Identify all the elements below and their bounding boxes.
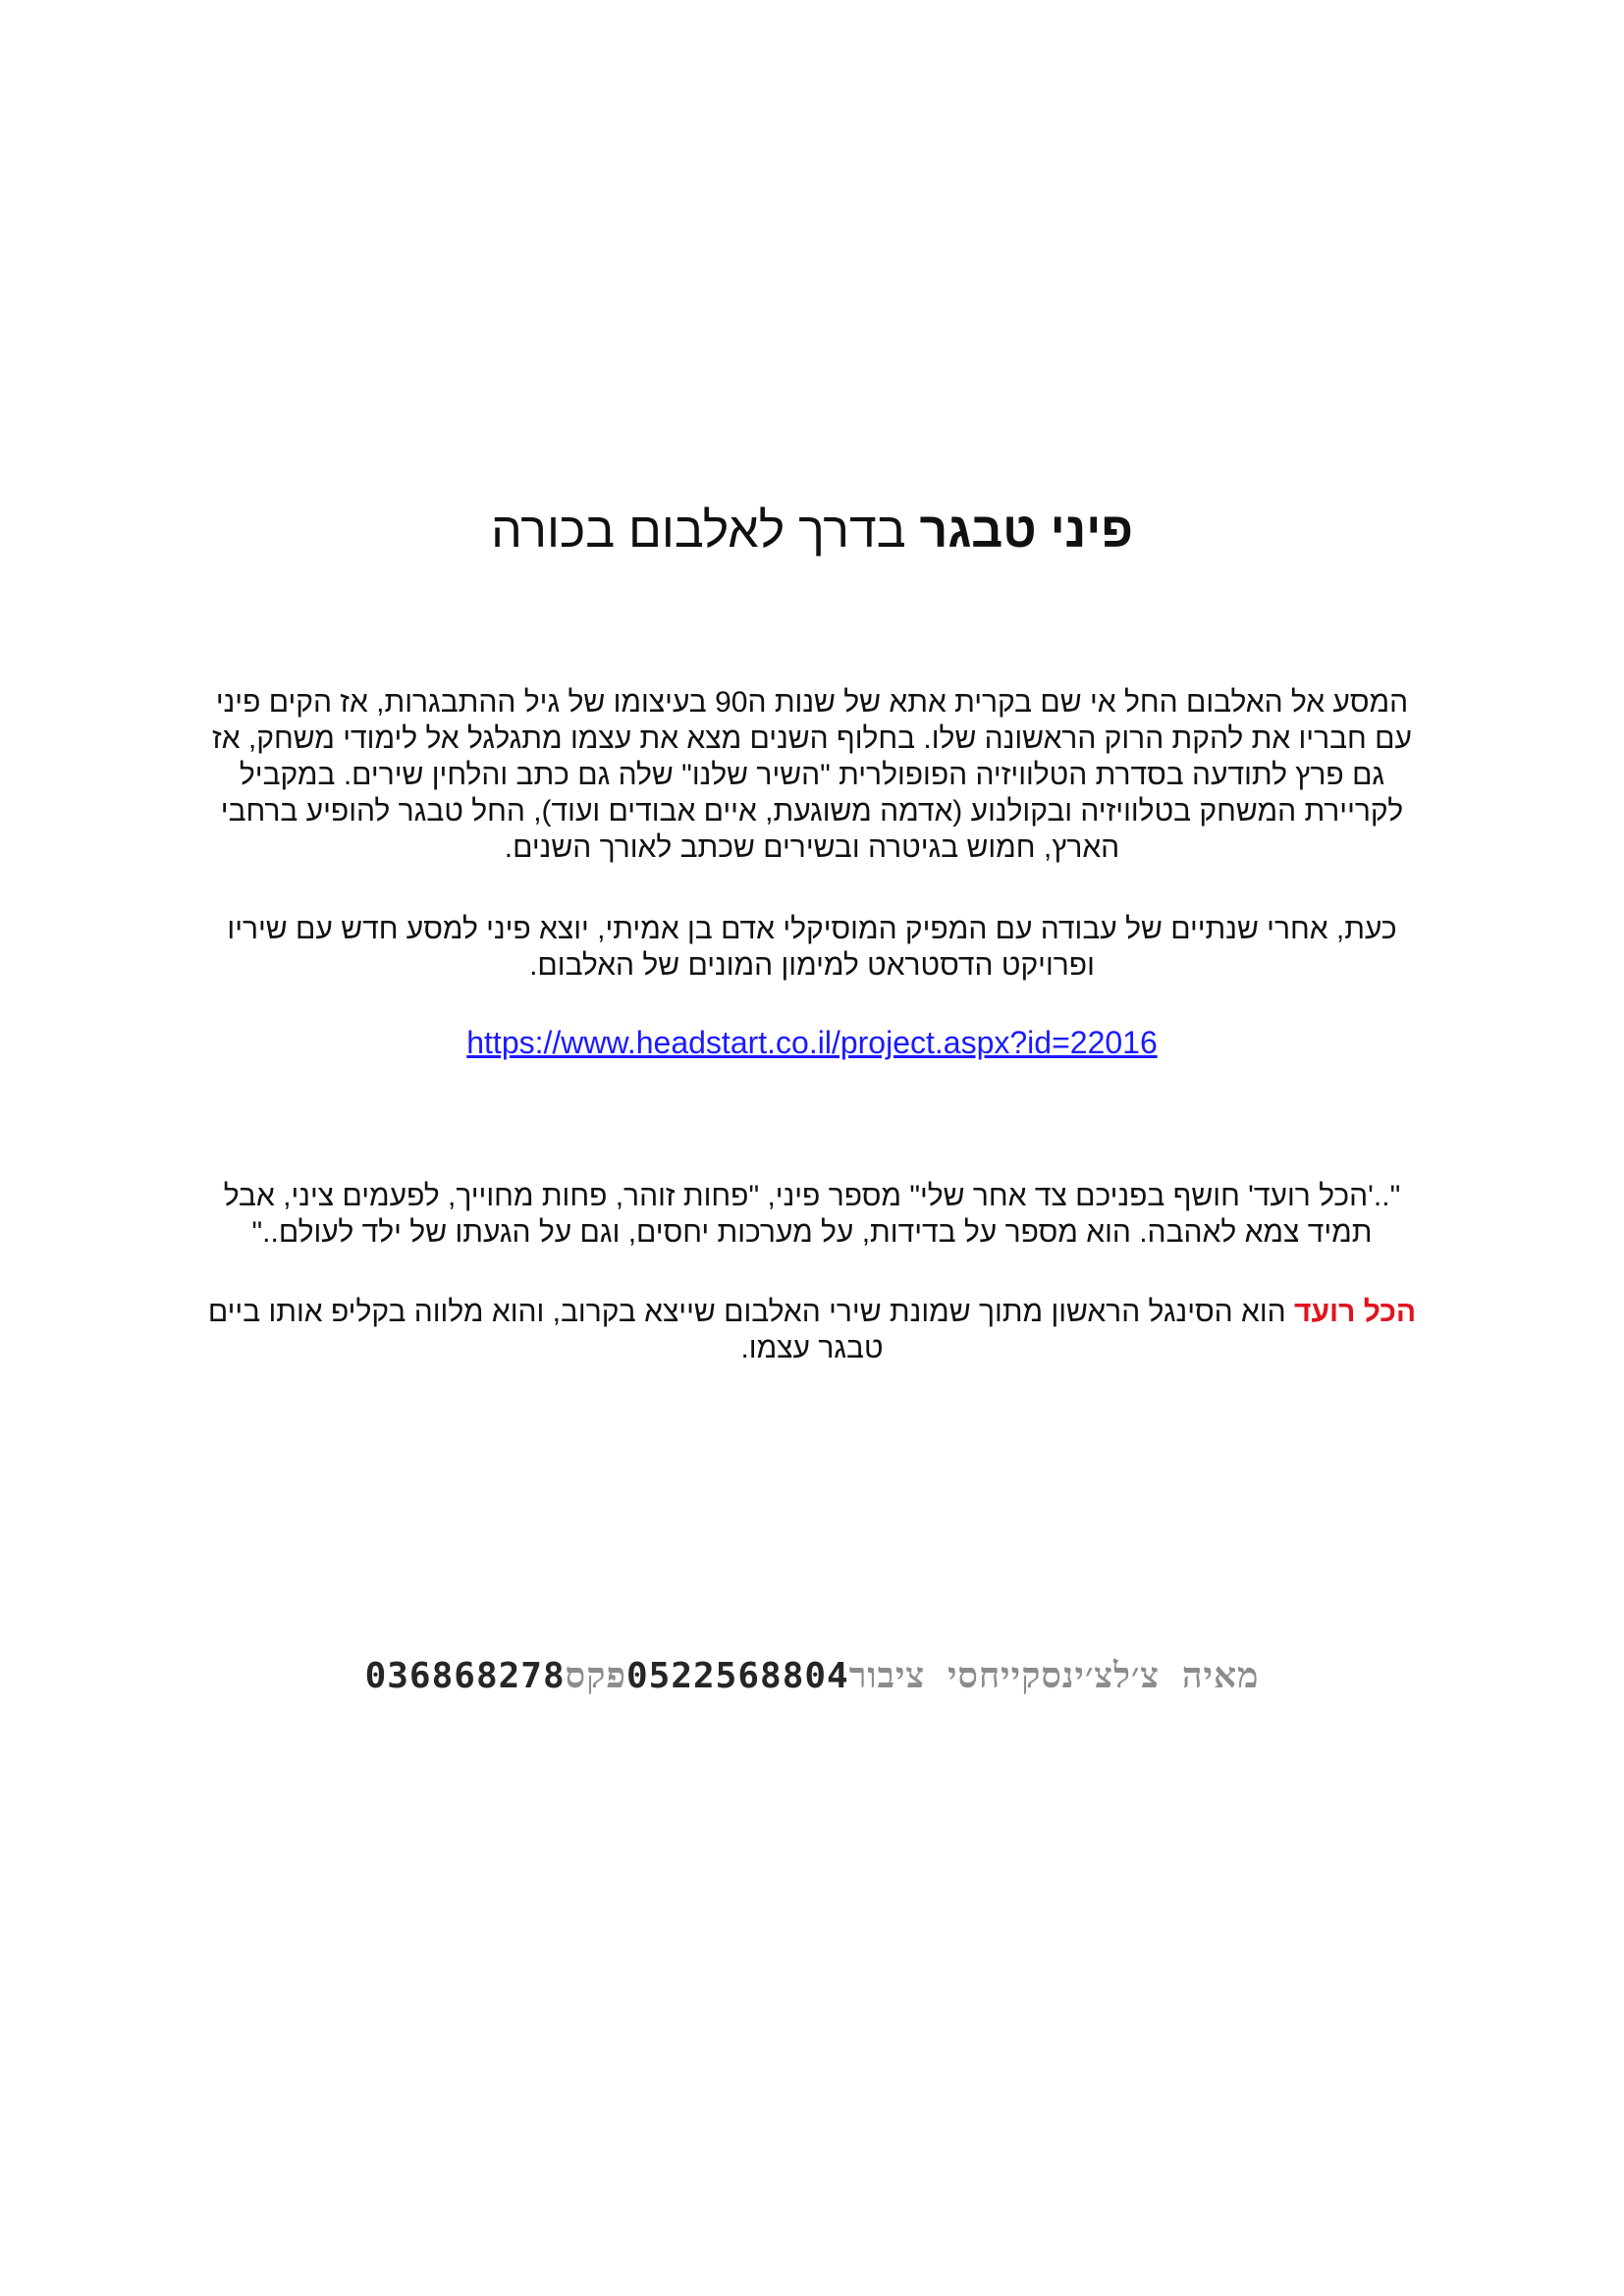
single-title-highlight: הכל רועד <box>1294 1296 1417 1328</box>
pr-fax-number: 036868278 <box>364 1656 566 1696</box>
pr-fax-label: פקס <box>565 1656 626 1696</box>
page-title <box>0 499 1624 561</box>
quote-paragraph: "..'הכל רועד' חושף בפניכם צד אחר שלי" מספר פיני, "פחות זוהר, פחות מחוייך, לפעמים ציני, אבל תמיד צמא לאהבה. הוא מספר על בדידות, על מערכות יחסים, וגם על הגעתו של ילד לעולם.." <box>223 1180 1401 1249</box>
pr-mobile-number: 0522568804 <box>625 1656 849 1696</box>
headstart-project-link[interactable]: https://www.headstart.co.il/project.aspx?id=22016 <box>466 1025 1158 1060</box>
single-description: הוא הסינגל הראשון מתוך שמונת שירי האלבום שייצא בקרוב, והוא מלווה בקליפ אותו ביים טבגר עצמו. <box>207 1296 1295 1364</box>
intro-paragraph: המסע אל האלבום החל אי שם בקרית אתא של שנות ה90 בעיצומו של גיל ההתבגרות, אז הקים פיני עם חבריו את להקת הרוק הראשונה שלו. בחלוף השנים מצא את עצמו מתגלגל אל לימודי משחק, אז גם פרץ לתודעה בסדרת הטלוויזיה הפופולרית "השיר שלנו" שלה גם כתב והלחין שירים. במקביל לקריירת המשחק בטלוויזיה ובקולנוע (אדמה משוגעת, איים אבודים ועוד), החל טבגר להופיע ברחבי הארץ, חמוש בגיטרה ובשירים שכתב לאורך השנים. <box>212 686 1412 864</box>
pr-contact-name: מאיה צ׳לצ׳ינסקי <box>1010 1656 1260 1696</box>
project-link-row <box>196 1025 1428 1062</box>
title-artist-name: פיני טבגר <box>919 503 1133 558</box>
pr-contact-role: יחסי ציבור <box>848 1656 1011 1696</box>
single-paragraph <box>196 1294 1428 1366</box>
now-paragraph: כעת, אחרי שנתיים של עבודה עם המפיק המוסיקלי אדם בן אמיתי, יוצא פיני למסע חדש עם שיריו ופרויקט הדסטראט למימון המונים של האלבום. <box>227 913 1397 982</box>
title-subtitle: בדרך לאלבום בכורה <box>491 503 906 558</box>
pr-contact-line <box>314 1655 1310 1698</box>
